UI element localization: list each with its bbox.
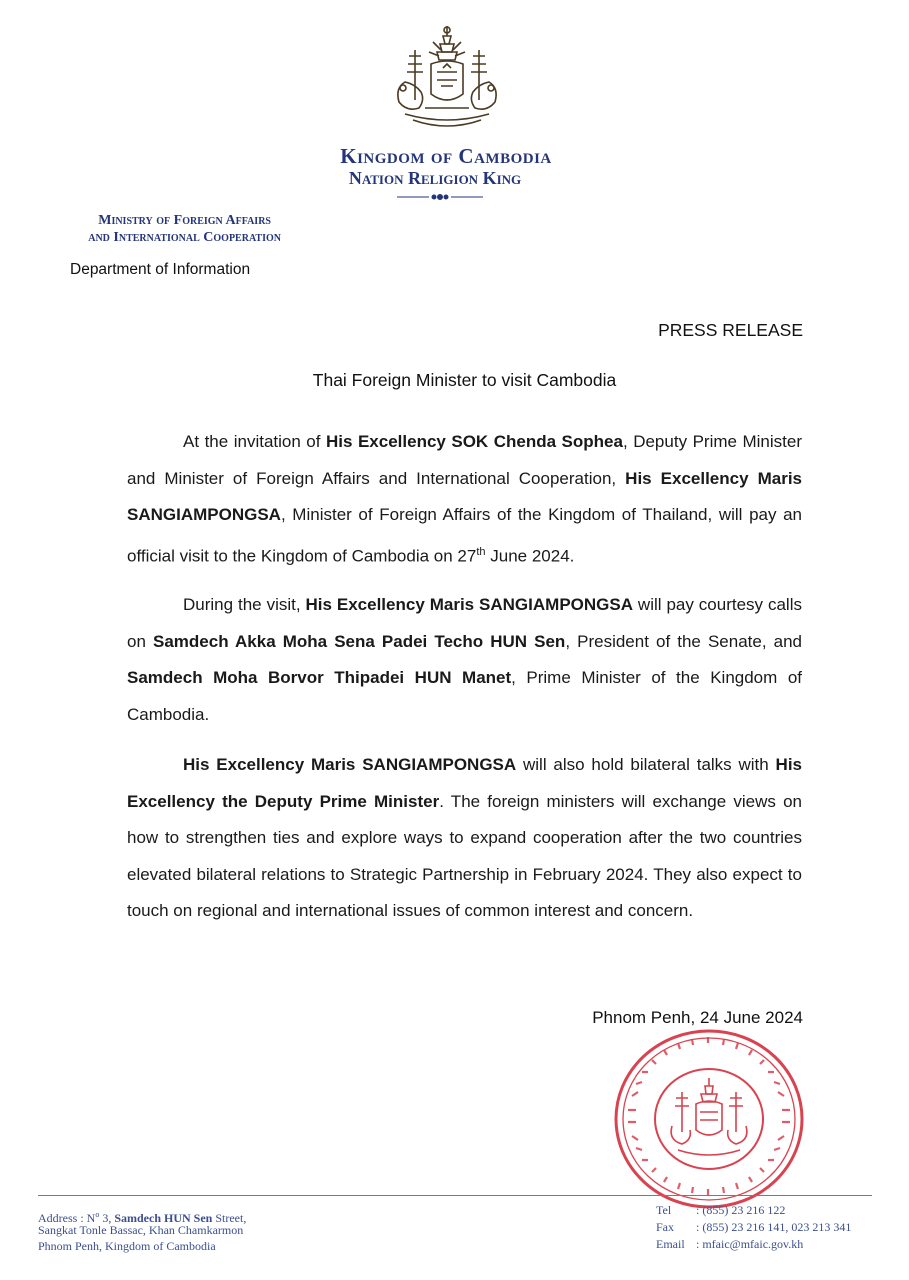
document-type: PRESS RELEASE	[658, 320, 803, 340]
department-name: Department of Information	[70, 261, 251, 278]
country-heading: Kingdom of Cambodia	[340, 144, 552, 168]
bold-name-run: His Excellency Maris SANGIAMPONGSA	[183, 755, 517, 774]
bold-name-run: His Excellency Maris SANGIAMPONGSA	[127, 468, 802, 524]
footer-telephone: Tel : (855) 23 216 122	[656, 1203, 786, 1217]
text-run: , Deputy Prime Minister and Minister of Foreign Affairs and International Cooperation,	[127, 432, 802, 488]
national-motto: Nation Religion King	[348, 168, 522, 188]
document-title: Thai Foreign Minister to visit Cambodia	[312, 370, 617, 390]
official-seal-stamp-icon	[612, 1026, 806, 1212]
bold-name-run: His Excellency SOK Chenda Sophea	[326, 432, 623, 451]
body-paragraph-2	[127, 587, 802, 733]
text-run: , Prime Minister of the Kingdom of Cambodia.	[127, 668, 802, 724]
footer-email[interactable]: Email : mfaic@mfaic.gov.kh	[656, 1237, 804, 1251]
footer-address-line1: Address : $N^o$ 3, Samdech HUN Sen Street,	[38, 1210, 247, 1225]
footer-address-line2: Sangkat Tonle Bassac, Khan Chamkarmon	[38, 1223, 244, 1237]
bold-name-run: His Excellency Maris SANGIAMPONGSA	[305, 595, 633, 614]
footer-fax: Fax : (855) 23 216 141, 023 213 341	[656, 1220, 852, 1234]
body-paragraph-1	[127, 424, 802, 575]
ministry-name-line2: and International Cooperation	[88, 230, 281, 245]
text-run: , Minister of Foreign Affairs of the Kingdom of Thailand, will pay an official visit to the Kingdom of Cambodia on 27	[127, 505, 802, 566]
text-run: . The foreign ministers will exchange views on how to strengthen ties and explore ways to expand cooperation after the two countries elevated bilateral relations to Strategic Partnership in February 2024. They also expect to touch on regional and international issues of common interest and concern.	[127, 791, 802, 920]
footer-divider	[38, 1195, 872, 1196]
bold-name-run: Samdech Moha Borvor Thipadei HUN Manet	[127, 668, 512, 687]
text-run: June 2024.	[485, 546, 575, 566]
bold-name-run: Samdech Akka Moha Sena Padei Techo HUN Sen	[153, 631, 566, 651]
ornamental-divider-icon	[395, 192, 485, 202]
text-run: At the invitation of	[183, 432, 326, 451]
bold-name-run: His Excellency the Deputy Prime Minister	[127, 755, 803, 811]
text-run: will pay courtesy calls on	[127, 595, 802, 651]
dateline: Phnom Penh, 24 June 2024	[592, 1008, 803, 1027]
royal-arms-emblem-icon	[385, 22, 510, 134]
ministry-name-line1: Ministry of Foreign Affairs	[98, 213, 271, 228]
text-run: th	[476, 545, 486, 558]
body-paragraph-3	[127, 747, 802, 930]
text-run: will also hold bilateral talks with	[516, 755, 776, 774]
footer-address-line3: Phnom Penh, Kingdom of Cambodia	[38, 1239, 216, 1253]
text-run: , President of the Senate, and	[565, 631, 803, 651]
text-run: During the visit,	[183, 595, 306, 614]
